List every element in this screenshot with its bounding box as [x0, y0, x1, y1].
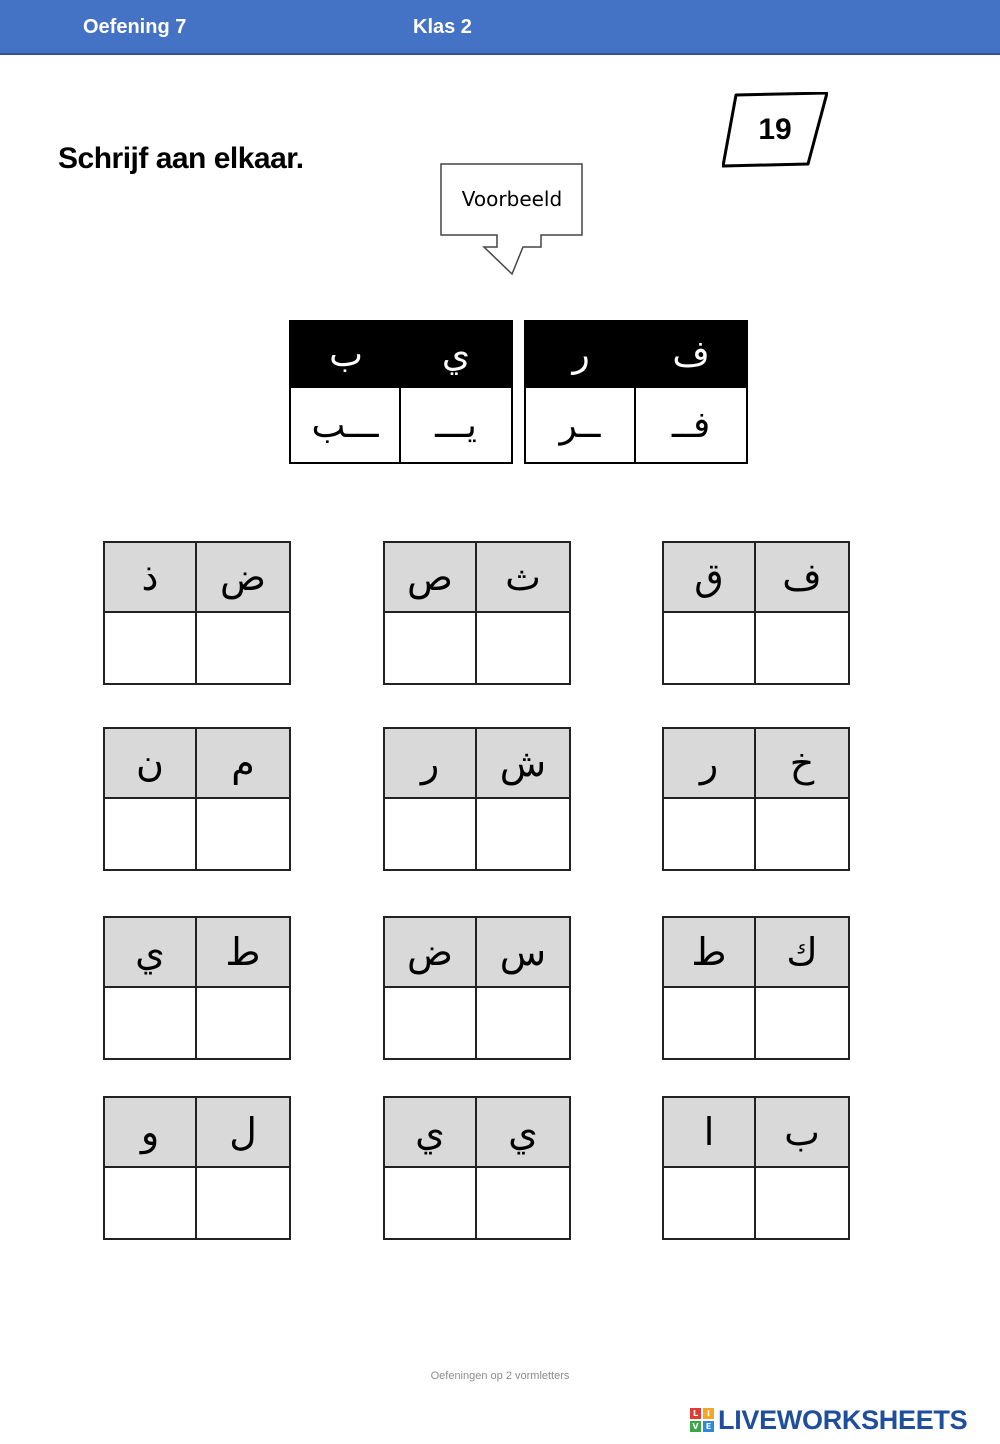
exercise-card: [103, 727, 291, 871]
example-letter: ب: [291, 322, 401, 386]
logo-letter: V: [690, 1421, 701, 1432]
exercise-letter-left: و: [105, 1098, 197, 1168]
exercise-letter-right: ل: [197, 1098, 289, 1168]
exercise-letter-right: س: [477, 918, 569, 988]
exercise-letter-left: ض: [385, 918, 477, 988]
exercise-letter-left: ر: [385, 729, 477, 799]
exercise-letter-right: ك: [756, 918, 848, 988]
answer-box[interactable]: [197, 799, 289, 869]
answer-box[interactable]: [756, 613, 848, 683]
exercise-letter-left: ا: [664, 1098, 756, 1168]
answer-box[interactable]: [105, 799, 197, 869]
logo-letter: L: [690, 1408, 701, 1419]
answer-box[interactable]: [664, 1168, 756, 1238]
example-card-2: [524, 320, 748, 464]
exercise-card: [103, 1096, 291, 1240]
exercise-card: [662, 541, 850, 685]
example-letter: ي: [401, 322, 511, 386]
exercise-letter-left: ي: [385, 1098, 477, 1168]
answer-box[interactable]: [756, 1168, 848, 1238]
exercise-letter-left: ر: [664, 729, 756, 799]
answer-box[interactable]: [197, 988, 289, 1058]
logo-letter: I: [703, 1408, 714, 1419]
example-joined-form: ـــب: [291, 386, 401, 462]
instruction-title: Schrijf aan elkaar.: [58, 142, 304, 175]
answer-box[interactable]: [105, 613, 197, 683]
exercise-card: [103, 541, 291, 685]
exercise-letter-right: ف: [756, 543, 848, 613]
answer-box[interactable]: [477, 988, 569, 1058]
example-callout: [440, 163, 584, 277]
logo-letter: E: [703, 1421, 714, 1432]
example-joined-form: فــ: [636, 386, 746, 462]
answer-box[interactable]: [756, 988, 848, 1058]
example-label: Voorbeeld: [461, 187, 563, 211]
footer-caption: Oefeningen op 2 vormletters: [430, 1370, 570, 1382]
exercise-letter-right: م: [197, 729, 289, 799]
answer-box[interactable]: [664, 613, 756, 683]
logo-mark-icon: [690, 1408, 714, 1432]
exercise-letter-left: ذ: [105, 543, 197, 613]
exercise-letter-left: ط: [664, 918, 756, 988]
page-number: 19: [758, 113, 792, 146]
exercise-card: [662, 916, 850, 1060]
exercise-letter-left: ن: [105, 729, 197, 799]
answer-box[interactable]: [197, 1168, 289, 1238]
exercise-label: Oefening 7: [83, 16, 187, 38]
answer-box[interactable]: [385, 613, 477, 683]
page-number-badge: [722, 92, 828, 168]
answer-box[interactable]: [105, 988, 197, 1058]
exercise-letter-right: ث: [477, 543, 569, 613]
example-letter: ر: [526, 322, 636, 386]
exercise-letter-right: ي: [477, 1098, 569, 1168]
example-letter: ف: [636, 322, 746, 386]
class-label: Klas 2: [413, 16, 472, 38]
exercise-card: [662, 727, 850, 871]
logo-text: LIVEWORKSHEETS: [718, 1404, 968, 1435]
answer-box[interactable]: [664, 799, 756, 869]
answer-box[interactable]: [664, 988, 756, 1058]
answer-box[interactable]: [756, 799, 848, 869]
example-joined-form: ــر: [526, 386, 636, 462]
answer-box[interactable]: [385, 1168, 477, 1238]
answer-box[interactable]: [477, 799, 569, 869]
exercise-letter-right: خ: [756, 729, 848, 799]
exercise-card: [383, 1096, 571, 1240]
exercise-card: [383, 541, 571, 685]
exercise-letter-left: ص: [385, 543, 477, 613]
exercise-card: [383, 916, 571, 1060]
liveworksheets-logo[interactable]: [690, 1404, 967, 1436]
answer-box[interactable]: [197, 613, 289, 683]
exercise-letter-right: ب: [756, 1098, 848, 1168]
exercise-letter-left: ي: [105, 918, 197, 988]
example-joined-form: يـــ: [401, 386, 511, 462]
exercise-letter-right: ض: [197, 543, 289, 613]
exercise-letter-left: ق: [664, 543, 756, 613]
exercise-card: [662, 1096, 850, 1240]
down-arrow-callout-icon: [440, 163, 584, 277]
answer-box[interactable]: [385, 988, 477, 1058]
header-bar: [0, 0, 1000, 55]
example-card-1: [289, 320, 513, 464]
exercise-letter-right: ش: [477, 729, 569, 799]
exercise-card: [103, 916, 291, 1060]
exercise-letter-right: ط: [197, 918, 289, 988]
answer-box[interactable]: [385, 799, 477, 869]
answer-box[interactable]: [477, 1168, 569, 1238]
answer-box[interactable]: [105, 1168, 197, 1238]
exercise-card: [383, 727, 571, 871]
answer-box[interactable]: [477, 613, 569, 683]
